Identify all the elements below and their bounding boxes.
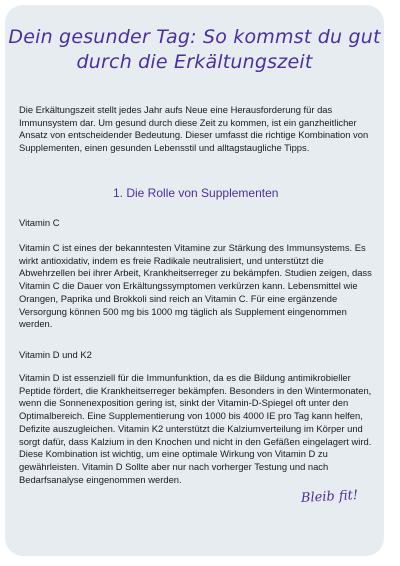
section-heading: 1. Die Rolle von Supplementen xyxy=(113,186,279,200)
vitamin-c-heading: Vitamin C xyxy=(19,217,60,228)
vitamin-d-paragraph: Vitamin D ist essenziell für die Immunfunktion, da es die Bildung antimikrobieller Peptide fördert, die Krankheitserreger bekämpfen. Besonders in den Wintermonaten, wenn die Sonnenexposition gering ist, sinkt der Vitamin-D-Spiegel oft unter den Optimalbereich. Eine Supplementierung von 1000 bis 4000 IE pro Tag kann helfen, Defizite auszugleichen. Vitamin K2 unterstützt die Kalziumverteilung im Körper und sorgt dafür, dass Kalzium in den Knochen und nicht in den Gefäßen eingelagert wird. Diese Kombination ist wichtig, um eine optimale Wirkung von Vitamin D zu gewährleisten. Vitamin D Sollte aber nur nach vorherger Testung und nach Bedarfsanalyse eingenommen werden. xyxy=(19,372,372,485)
vitamin-c-paragraph: Vitamin C ist eines der bekanntesten Vitamine zur Stärkung des Immunsystems. Es wirkt antioxidativ, indem es freie Radikale neutralisiert, und unterstützt die Abwehrzellen bei ihrer Arbeit, Krankheitserreger zu bekämpfen. Studien zeigen, dass Vitamin C die Dauer von Erkältungssymptomen verkürzen kann. Lebensmittel wie Orangen, Paprika und Brokkoli sind reich an Vitamin C. Für eine ergänzende Versorgung können 500 mg bis 1000 mg täglich als Supplement eingenommen werden. xyxy=(19,242,372,330)
signoff-text: Bleib fit! xyxy=(300,488,359,506)
vitamin-d-heading: Vitamin D und K2 xyxy=(19,349,92,360)
intro-paragraph: Die Erkältungszeit stellt jedes Jahr aufs Neue eine Herausforderung für das Immunsystem dar. Um gesund durch diese Zeit zu kommen, ist ein ganzheitlicher Ansatz von entscheidender Bedeutung. Dieser umfasst die richtige Kombination von Supplementen, einen gesunden Lebensstil und alltagstaugliche Tipps. xyxy=(19,104,369,153)
page-title: Dein gesunder Tag: So kommst du gut durch die Erkältungszeit xyxy=(8,26,381,73)
document-card xyxy=(5,5,384,556)
